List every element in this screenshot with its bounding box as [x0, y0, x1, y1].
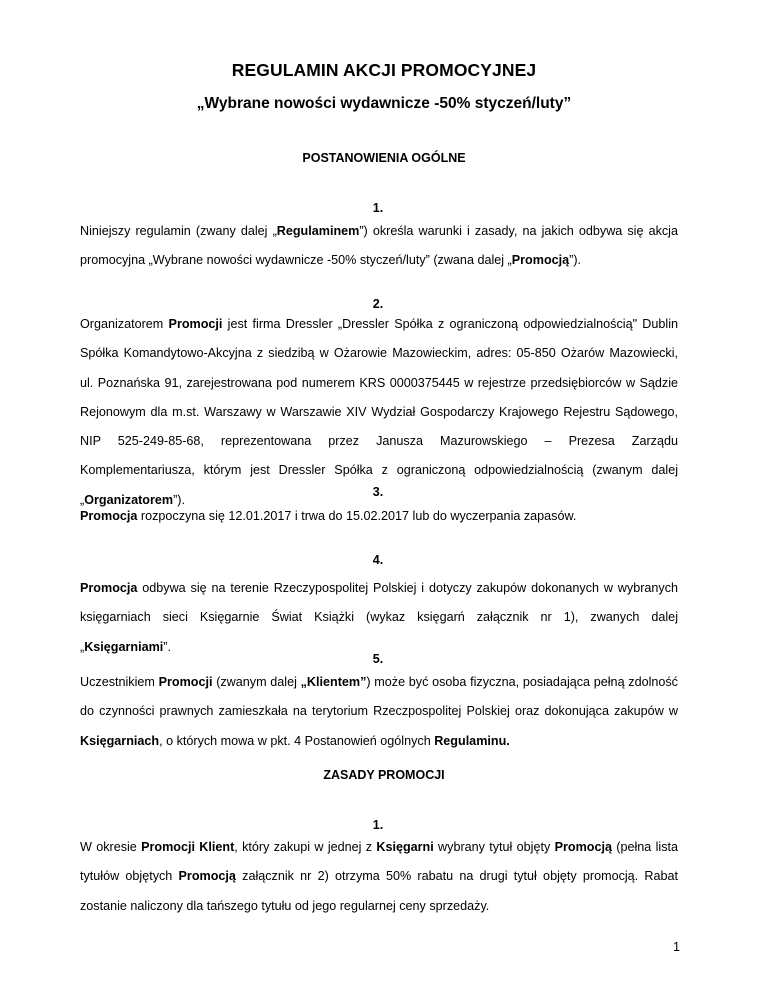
clause-text — [80, 668, 678, 756]
clause-number: 5. — [372, 652, 384, 666]
text-run: odbywa się na terenie Rzeczypospolitej Polskiej i dotyczy zakupów dokonanych w wybranych księgarniach sieci Księgarnie Świat Książki (wykaz księgarń załącznik nr 1), zwanych dalej „ — [80, 581, 678, 654]
bold-term: Księgarniach — [80, 733, 160, 748]
clause-text — [80, 574, 678, 662]
clause-text — [80, 217, 678, 276]
text-run: (pełna lista tytułów objętych — [80, 840, 679, 884]
bold-term: Promocją — [554, 840, 612, 854]
bold-term: Promocji — [158, 675, 213, 689]
bold-term: Regulaminu. — [434, 733, 510, 748]
section-heading-general: POSTANOWIENIA OGÓLNE — [302, 151, 466, 165]
bold-term: Promocją — [511, 253, 570, 268]
section-heading-rules: ZASADY PROMOCJI — [323, 768, 445, 782]
text-run: ”) określa warunki i zasady, na jakich odbywa się akcja promocyjna „Wybrane nowości wydawnicze -50% styczeń/luty” (zwana dalej „ — [80, 224, 678, 268]
document-subtitle: „Wybrane nowości wydawnicze -50% styczeń/luty” — [196, 95, 572, 112]
text-run: W okresie — [80, 840, 142, 854]
bold-term: „Klientem” — [300, 675, 367, 689]
page-number: 1 — [673, 940, 680, 954]
bold-term: Promocją — [178, 869, 236, 884]
text-run: wybrany tytuł objęty — [433, 840, 555, 854]
clause-number: 3. — [372, 485, 384, 499]
text-run: rozpoczyna się 12.01.2017 i trwa do 15.02.2017 lub do wyczerpania zapasów. — [137, 509, 577, 523]
clause-text — [80, 502, 678, 531]
document-title: REGULAMIN AKCJI PROMOCYJNEJ — [231, 60, 537, 80]
bold-term: Promocji — [168, 317, 223, 331]
bold-term: Promocji Klient — [141, 840, 235, 854]
text-run: Uczestnikiem — [80, 675, 159, 689]
text-run: jest firma Dressler „Dressler Spółka z ograniczoną odpowiedzialnością" Dublin Spółka Komandytowo-Akcyjna z siedzibą w Ożarowie Mazowieckim, adres: 05-850 Ożarów Mazowiecki, ul. Poznańska 91, zarejestrowana pod numerem KRS 0000375445 w rejestrze przedsiębiorców w Sądzie Rejonowym dla m.st. Warszawy w Warszawie XIV Wydział Gospodarczy Krajowego Rejestru Sądowego, NIP 525-249-85-68, reprezentowana przez Janusza Mazurowskiego – Prezesa Zarządu Komplementariusza, którym jest Dressler Spółka z ograniczoną odpowiedzialnością (zwanym dalej „ — [80, 317, 678, 507]
text-run: ”). — [569, 253, 582, 268]
text-run: (zwanym dalej — [212, 675, 301, 689]
bold-term: Promocja — [80, 509, 138, 523]
text-run: ) może być osoba fizyczna, posiadająca pełną zdolność do czynności prawnych zamieszkała na terytorium Rzeczpospolitej Polskiej oraz dokonująca zakupów w — [80, 675, 678, 719]
bold-term: Organizatorem — [84, 492, 174, 507]
clause-number: 1. — [372, 201, 384, 215]
text-run: , o których mowa w pkt. 4 Postanowień ogólnych — [159, 733, 435, 748]
text-run: Niniejszy regulamin (zwany dalej „ — [80, 224, 277, 238]
clause-number: 2. — [372, 297, 384, 311]
bold-term: Regulaminem — [276, 224, 360, 238]
text-run: Organizatorem — [80, 317, 169, 331]
clause-number: 1. — [372, 818, 384, 832]
bold-term: Promocja — [80, 581, 138, 595]
text-run: ”. — [163, 639, 171, 654]
clause-number: 4. — [372, 553, 384, 567]
bold-term: Księgarni — [376, 840, 434, 854]
text-run: załącznik nr 2) otrzyma 50% rabatu na drugi tytuł objęty promocją. Rabat zostanie naliczony dla tańszego tytułu od jego regularnej ceny sprzedaży. — [80, 869, 678, 913]
bold-term: Księgarniami — [84, 639, 164, 654]
clause-text — [80, 833, 678, 921]
text-run: , który zakupi w jednej z — [234, 840, 377, 854]
text-run: ”). — [173, 492, 185, 507]
